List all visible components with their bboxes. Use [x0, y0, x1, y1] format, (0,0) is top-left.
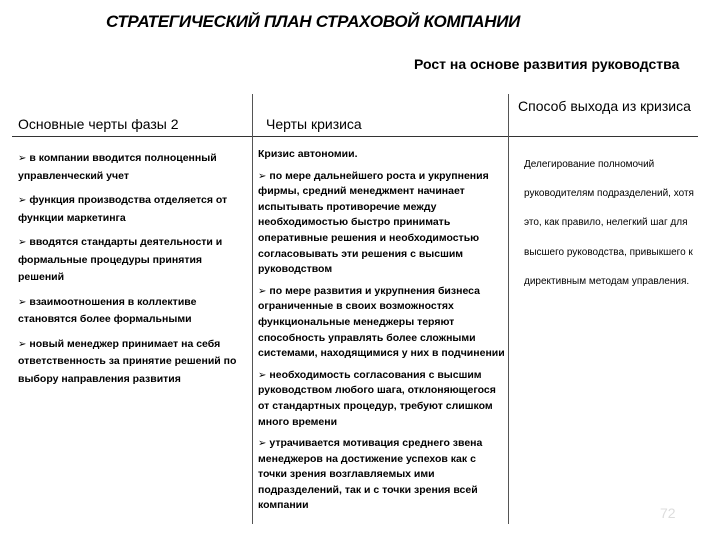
list-item: ➢ по мере развития и укрупнения бизнеса ограниченные в своих возможностях функциональные менеджеры теряют способность управлять более сложными системами, находящимися у них в подчинении [258, 284, 505, 360]
list-item: ➢ вводятся стандарты деятельности и формальные процедуры принятия решений [18, 236, 223, 283]
list-item: ➢ взаимоотношения в коллективе становятся более формальными [18, 295, 197, 325]
list-item: ➢ по мере дальнейшего роста и укрупнения фирмы, средний менеджмент начинает испытывать противоречие между необходимостью быстро принимать оперативные решения и необходимостью согласовывать эти решения с высшим руководством [258, 169, 489, 276]
arrow-bullet-icon: ➢ [18, 338, 27, 350]
arrow-bullet-icon: ➢ [258, 369, 267, 381]
arrow-bullet-icon: ➢ [18, 296, 27, 308]
column-divider-1 [252, 94, 253, 524]
crisis-heading: Кризис автономии. [258, 148, 358, 160]
header-divider [12, 136, 698, 137]
column-header-crisis: Черты кризиса [266, 116, 362, 132]
arrow-bullet-icon: ➢ [18, 237, 27, 248]
arrow-bullet-icon: ➢ [258, 170, 267, 182]
column-header-exit-method: Способ выхода из кризиса [518, 98, 691, 114]
column-header-phase-features: Основные черты фазы 2 [18, 116, 179, 132]
list-item: ➢ новый менеджер принимает на себя ответственность за принятие решений по выбору направления развития [18, 337, 237, 385]
arrow-bullet-icon: ➢ [18, 195, 27, 206]
list-item: ➢ утрачивается мотивация среднего звена менеджеров на достижение успехов как с точки зрения возглавляемых ими подразделений, так и с точки зрения всей компании [258, 437, 483, 512]
phase-features-list [18, 150, 242, 395]
crisis-features-list [258, 147, 506, 520]
exit-method-text: Делегирование полномочий руководителям подразделений, хотя это, как правило, нелегкий шаг для высшего руководства, привыкшего к директивным методам управления. [524, 159, 694, 287]
page-subtitle: Рост на основе развития руководства [414, 56, 680, 72]
list-item: ➢ в компании вводится полноценный управленческий учет [18, 152, 217, 182]
arrow-bullet-icon: ➢ [258, 438, 267, 450]
column-divider-2 [508, 94, 509, 524]
arrow-bullet-icon: ➢ [18, 153, 27, 164]
list-item: ➢ функция производства отделяется от функции маркетинга [18, 194, 228, 224]
page-number: 72 [660, 505, 676, 521]
arrow-bullet-icon: ➢ [258, 285, 267, 297]
page-title: СТРАТЕГИЧЕСКИЙ ПЛАН СТРАХОВОЙ КОМПАНИИ [106, 12, 521, 31]
list-item: ➢ необходимость согласования с высшим руководством любого шага, отклоняющегося от стандартных процедур, требуют слишком много времени [258, 368, 496, 428]
